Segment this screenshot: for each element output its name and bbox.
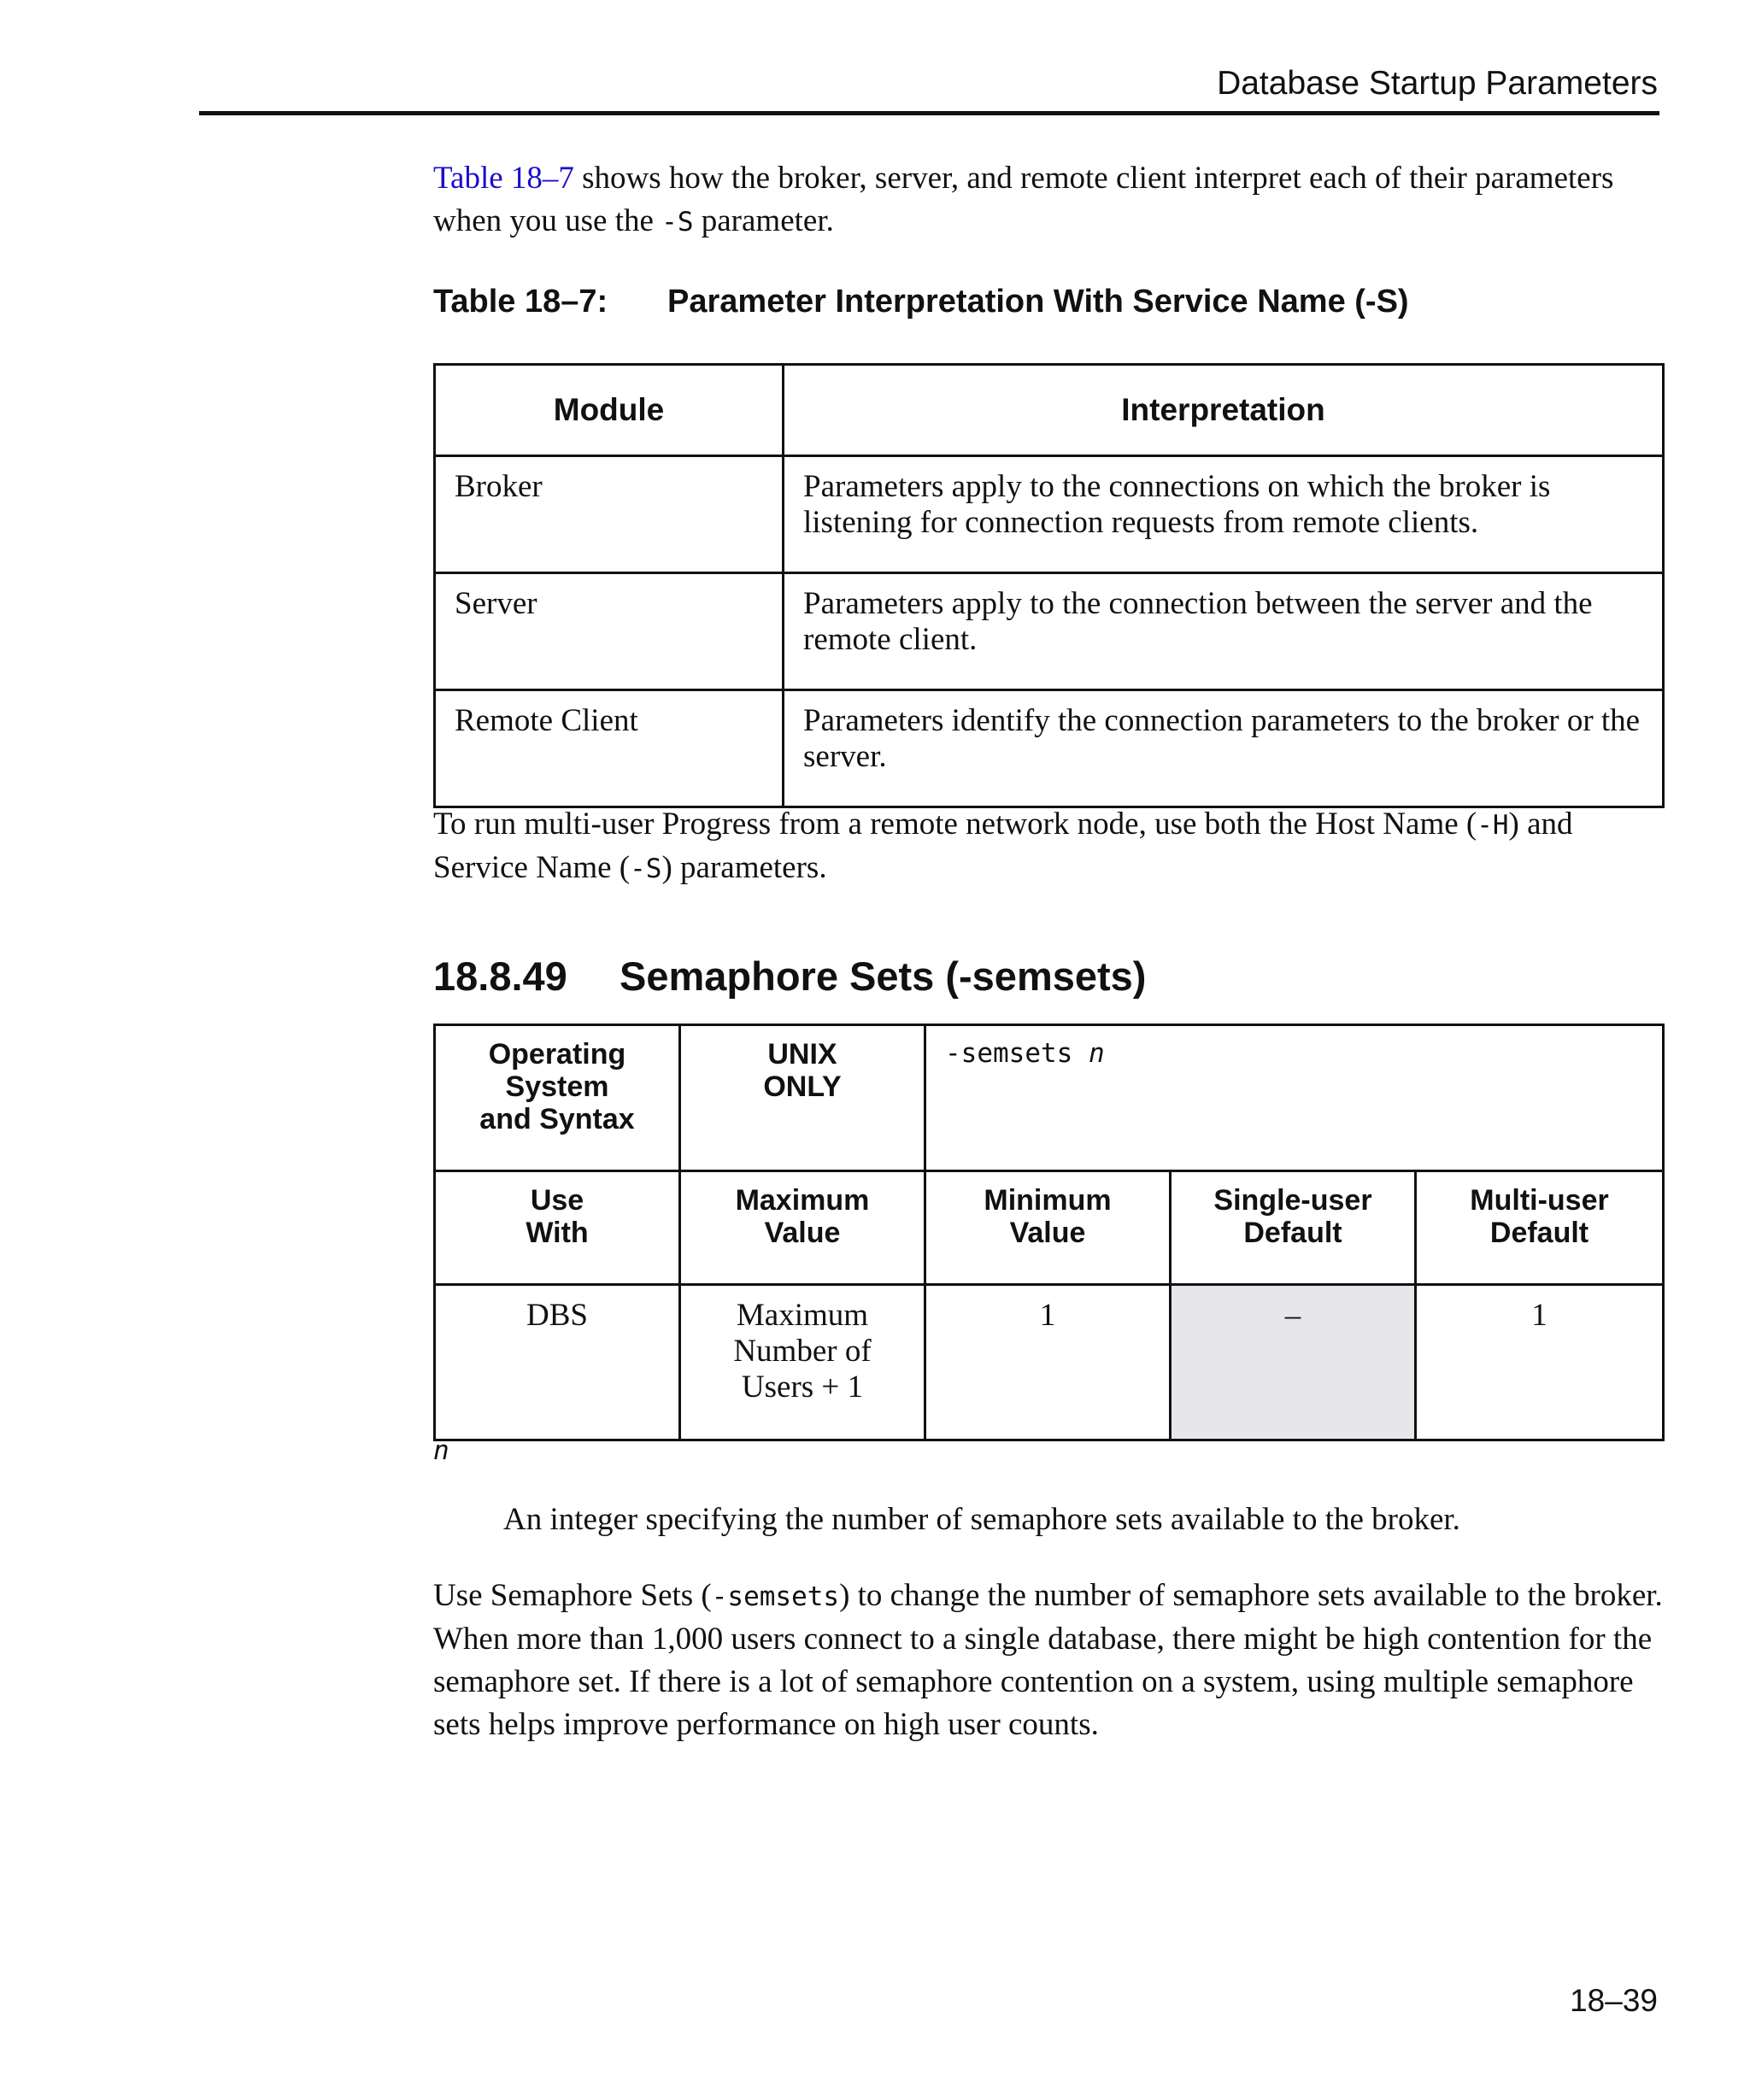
table-caption: [433, 284, 1409, 320]
remote-node-paragraph: [433, 803, 1664, 890]
remote-text-3: ) parameters.: [661, 850, 827, 885]
parameter-name: n: [433, 1435, 449, 1466]
cell-interpretation: Parameters identify the connection parameters to the broker or the server.: [784, 690, 1664, 807]
intro-text-2: parameter.: [693, 203, 834, 238]
intro-text-1: shows how the broker, server, and remote client interpret each of their parameters when you use the: [433, 161, 1614, 238]
cell-module: Server: [435, 573, 784, 690]
remote-code-2: -S: [630, 853, 662, 884]
header-minimum-value: Minimum Value: [925, 1171, 1171, 1285]
header-multi-user-default: Multi-user Default: [1416, 1171, 1664, 1285]
parameter-description: An integer specifying the number of semaphore sets available to the broker.: [503, 1502, 1460, 1537]
header-rule: [199, 111, 1659, 115]
header-interpretation: Interpretation: [784, 365, 1664, 456]
table-row: [435, 456, 1664, 573]
semsets-usage-paragraph: [433, 1575, 1664, 1746]
section-heading: [433, 953, 1146, 1000]
interpretation-table: [433, 363, 1665, 808]
table-row: [435, 690, 1664, 807]
table-link[interactable]: Table 18–7: [433, 161, 574, 196]
caption-title: Parameter Interpretation With Service Name (-S): [667, 284, 1409, 320]
header-maximum-value: Maximum Value: [680, 1171, 925, 1285]
syntax-argument: n: [1088, 1038, 1105, 1069]
page-number: 18–39: [1570, 1983, 1658, 2018]
remote-code-1: -H: [1477, 810, 1509, 841]
semsets-table: [433, 1024, 1665, 1441]
cell-interpretation: Parameters apply to the connection between the server and the remote client.: [784, 573, 1664, 690]
cell-interpretation: Parameters apply to the connections on which the broker is listening for connection requests from remote clients.: [784, 456, 1664, 573]
value-minimum: 1: [925, 1285, 1171, 1440]
use-text-2: ) to change the number of semaphore sets available to the broker. When more than 1,000 users connect to a single database, there might be high contention for the semaphore set. If there is a lot of semaphore contention on a system, using multiple semaphore sets helps improve performance on high user counts.: [433, 1578, 1663, 1742]
header-use-with: Use With: [435, 1171, 680, 1285]
header-single-user-default: Single-user Default: [1171, 1171, 1416, 1285]
os-value: UNIX ONLY: [680, 1025, 925, 1171]
remote-text-2: ) and Service Name (: [433, 807, 1573, 885]
syntax-command: -semsets: [945, 1038, 1073, 1069]
running-header: Database Startup Parameters: [1217, 65, 1658, 102]
value-single-user-default: –: [1171, 1285, 1416, 1440]
value-use-with: DBS: [435, 1285, 680, 1440]
os-syntax-label: Operating System and Syntax: [435, 1025, 680, 1171]
value-maximum: Maximum Number of Users + 1: [680, 1285, 925, 1440]
table-row: [435, 1285, 1664, 1440]
section-title: Semaphore Sets (-semsets): [620, 953, 1147, 999]
use-text-1: Use Semaphore Sets (: [433, 1578, 712, 1613]
section-number: 18.8.49: [433, 953, 567, 999]
intro-paragraph: [433, 157, 1664, 243]
cell-module: Broker: [435, 456, 784, 573]
intro-code: -S: [661, 207, 694, 238]
value-multi-user-default: 1: [1416, 1285, 1664, 1440]
table-row: [435, 573, 1664, 690]
syntax-cell: [925, 1025, 1664, 1171]
cell-module: Remote Client: [435, 690, 784, 807]
header-module: Module: [435, 365, 784, 456]
remote-text-1: To run multi-user Progress from a remote network node, use both the Host Name (: [433, 807, 1477, 842]
use-code: -semsets: [711, 1581, 840, 1612]
caption-number: Table 18–7:: [433, 284, 608, 320]
